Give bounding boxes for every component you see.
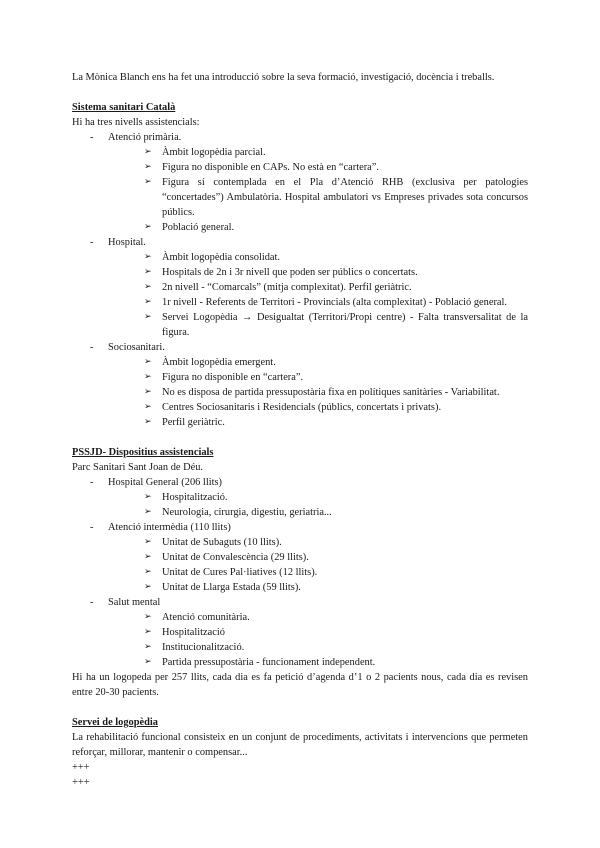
list-item <box>72 130 528 235</box>
section-lead: Parc Sanitari Sant Joan de Déu. <box>72 462 204 473</box>
sub-list-item-text: Atenció comunitària. <box>162 612 250 623</box>
list-item <box>72 475 528 520</box>
sub-list <box>108 145 528 235</box>
marker-line: +++ <box>72 762 90 773</box>
sub-list-item-text: Població general. <box>162 222 235 233</box>
sub-list-item <box>144 610 528 625</box>
sub-list-item <box>144 220 528 235</box>
arrow-bullet-icon: ➢ <box>144 507 152 517</box>
arrow-bullet-icon: ➢ <box>144 627 152 637</box>
dash-bullet-icon: - <box>90 237 94 248</box>
list-item-label: Hospital. <box>108 237 146 248</box>
sub-list-item-text: Unitat de Cures Pal·liatives (12 llits). <box>162 567 318 578</box>
arrow-bullet-icon: ➢ <box>144 372 152 382</box>
section-sistema-sanitari <box>72 100 528 430</box>
arrow-bullet-icon: ➢ <box>144 537 152 547</box>
sub-list-item <box>144 565 528 580</box>
list-item-label: Salut mental <box>108 597 161 608</box>
arrow-bullet-icon: ➢ <box>144 492 152 502</box>
sub-list-item <box>144 655 528 670</box>
arrow-bullet-icon: ➢ <box>144 162 152 172</box>
sub-list-item <box>144 385 528 400</box>
arrow-bullet-icon: ➢ <box>144 147 152 157</box>
sub-list-item-text: 1r nivell - Referents de Territori - Provincials (alta complexitat) - Població general. <box>162 297 508 308</box>
arrow-bullet-icon: ➢ <box>144 282 152 292</box>
arrow-bullet-icon: ➢ <box>144 402 152 412</box>
sub-list-item <box>144 355 528 370</box>
sub-list-item <box>144 175 528 220</box>
sub-list-item <box>144 265 528 280</box>
list-item <box>72 235 528 340</box>
arrow-bullet-icon: ➢ <box>144 657 152 667</box>
list-item <box>72 340 528 430</box>
sub-list-item <box>144 160 528 175</box>
arrow-bullet-icon: ➢ <box>144 312 152 322</box>
arrow-bullet-icon: ➢ <box>144 642 152 652</box>
arrow-bullet-icon: ➢ <box>144 177 152 187</box>
sub-list-item <box>144 145 528 160</box>
dash-bullet-icon: - <box>90 522 94 533</box>
sub-list-item-text: Hospitalització. <box>162 492 228 503</box>
sub-list-item-text: Unitat de Convalescència (29 llits). <box>162 552 309 563</box>
device-list <box>72 475 528 670</box>
sub-list-item-text: Perfil geriàtric. <box>162 417 225 428</box>
section-text: La rehabilitació funcional consisteix en un conjunt de procediments, activitats i intervencions que permeten reforçar, millorar, mantenir o compensar... <box>72 732 528 758</box>
sub-list-item <box>144 490 528 505</box>
sub-list-item-text: Àmbit logopèdia parcial. <box>162 147 266 158</box>
sub-list-item-text: Institucionalització. <box>162 642 245 653</box>
sub-list-item-text: Unitat de Subaguts (10 llits). <box>162 537 282 548</box>
arrow-bullet-icon: ➢ <box>144 417 152 427</box>
sub-list-item <box>144 400 528 415</box>
sub-list-item-text: Figura no disponible en CAPs. No està en “cartera”. <box>162 162 379 173</box>
section-heading: PSSJD- Dispositius assistencials <box>72 447 214 458</box>
sub-list-item <box>144 280 528 295</box>
arrow-bullet-icon: ➢ <box>144 252 152 262</box>
dash-bullet-icon: - <box>90 342 94 353</box>
section-lead: Hi ha tres nivells assistencials: <box>72 117 200 128</box>
list-item-label: Atenció primària. <box>108 132 182 143</box>
sub-list-item <box>144 310 528 340</box>
sub-list-item <box>144 580 528 595</box>
sub-list-item-text: Àmbit logopèdia emergent. <box>162 357 276 368</box>
arrow-bullet-icon: ➢ <box>144 612 152 622</box>
list-item <box>72 595 528 670</box>
sub-list-item <box>144 625 528 640</box>
arrow-bullet-icon: ➢ <box>144 222 152 232</box>
sub-list-item-text: No es disposa de partida pressupostària fixa en polítiques sanitàries - Variabilitat. <box>162 387 500 398</box>
sub-list <box>108 610 528 670</box>
sub-list-item <box>144 550 528 565</box>
sub-list-item <box>144 250 528 265</box>
intro-paragraph: La Mònica Blanch ens ha fet una introducció sobre la seva formació, investigació, docència i treballs. <box>72 72 495 83</box>
sub-list-item <box>144 415 528 430</box>
sub-list <box>108 250 528 340</box>
list-item <box>72 520 528 595</box>
dash-bullet-icon: - <box>90 597 94 608</box>
sub-list-item <box>144 535 528 550</box>
sub-list-item <box>144 370 528 385</box>
arrow-bullet-icon: ➢ <box>144 567 152 577</box>
dash-bullet-icon: - <box>90 132 94 143</box>
list-item-label: Hospital General (206 llits) <box>108 477 222 488</box>
section-heading: Servei de logopèdia <box>72 717 159 728</box>
arrow-bullet-icon: ➢ <box>144 297 152 307</box>
section-servei-logopedia <box>72 715 528 790</box>
sub-list-item <box>144 505 528 520</box>
sub-list-item-text: Servei Logopèdia → Desigualtat (Territori/Propi centre) - Falta transversalitat de la figura. <box>162 312 528 338</box>
arrow-bullet-icon: ➢ <box>144 267 152 277</box>
dash-bullet-icon: - <box>90 477 94 488</box>
marker-line: +++ <box>72 777 90 788</box>
sub-list-item-text: Unitat de Llarga Estada (59 llits). <box>162 582 301 593</box>
sub-list-item-text: Figura no disponible en “cartera”. <box>162 372 304 383</box>
closing-paragraph: Hi ha un logopeda per 257 llits, cada dia es fa petició d’agenda d’1 o 2 pacients nous, cada dia es revisen entre 20-30 pacients. <box>72 672 528 698</box>
sub-list-item-text: 2n nivell - “Comarcals” (mitja complexitat). Perfil geriàtric. <box>162 282 412 293</box>
sub-list-item <box>144 295 528 310</box>
sub-list-item-text: Hospitals de 2n i 3r nivell que poden ser públics o concertats. <box>162 267 418 278</box>
sub-list <box>108 355 528 430</box>
sub-list-item-text: Figura sí contemplada en el Pla d’Atenció RHB (exclusiva per patologies “concertades”) Ambulatòria. Hospital ambulatori vs Empreses privades sota concursos públics. <box>162 177 528 218</box>
list-item-label: Sociosanitari. <box>108 342 165 353</box>
arrow-bullet-icon: ➢ <box>144 357 152 367</box>
list-item-label: Atenció intermèdia (110 llits) <box>108 522 231 533</box>
sub-list-item <box>144 640 528 655</box>
sub-list-item-text: Partida pressupostària - funcionament independent. <box>162 657 376 668</box>
arrow-bullet-icon: ➢ <box>144 552 152 562</box>
sub-list <box>108 535 528 595</box>
arrow-bullet-icon: ➢ <box>144 582 152 592</box>
level-list <box>72 130 528 430</box>
arrow-bullet-icon: ➢ <box>144 387 152 397</box>
sub-list <box>108 490 528 520</box>
sub-list-item-text: Àmbit logopèdia consolidat. <box>162 252 281 263</box>
section-heading: Sistema sanitari Català <box>72 102 176 113</box>
sub-list-item-text: Hospitalització <box>162 627 225 638</box>
section-pssjd <box>72 445 528 700</box>
sub-list-item-text: Neurologia, cirurgia, digestiu, geriatria... <box>162 507 332 518</box>
sub-list-item-text: Centres Sociosanitaris i Residencials (públics, concertats i privats). <box>162 402 442 413</box>
